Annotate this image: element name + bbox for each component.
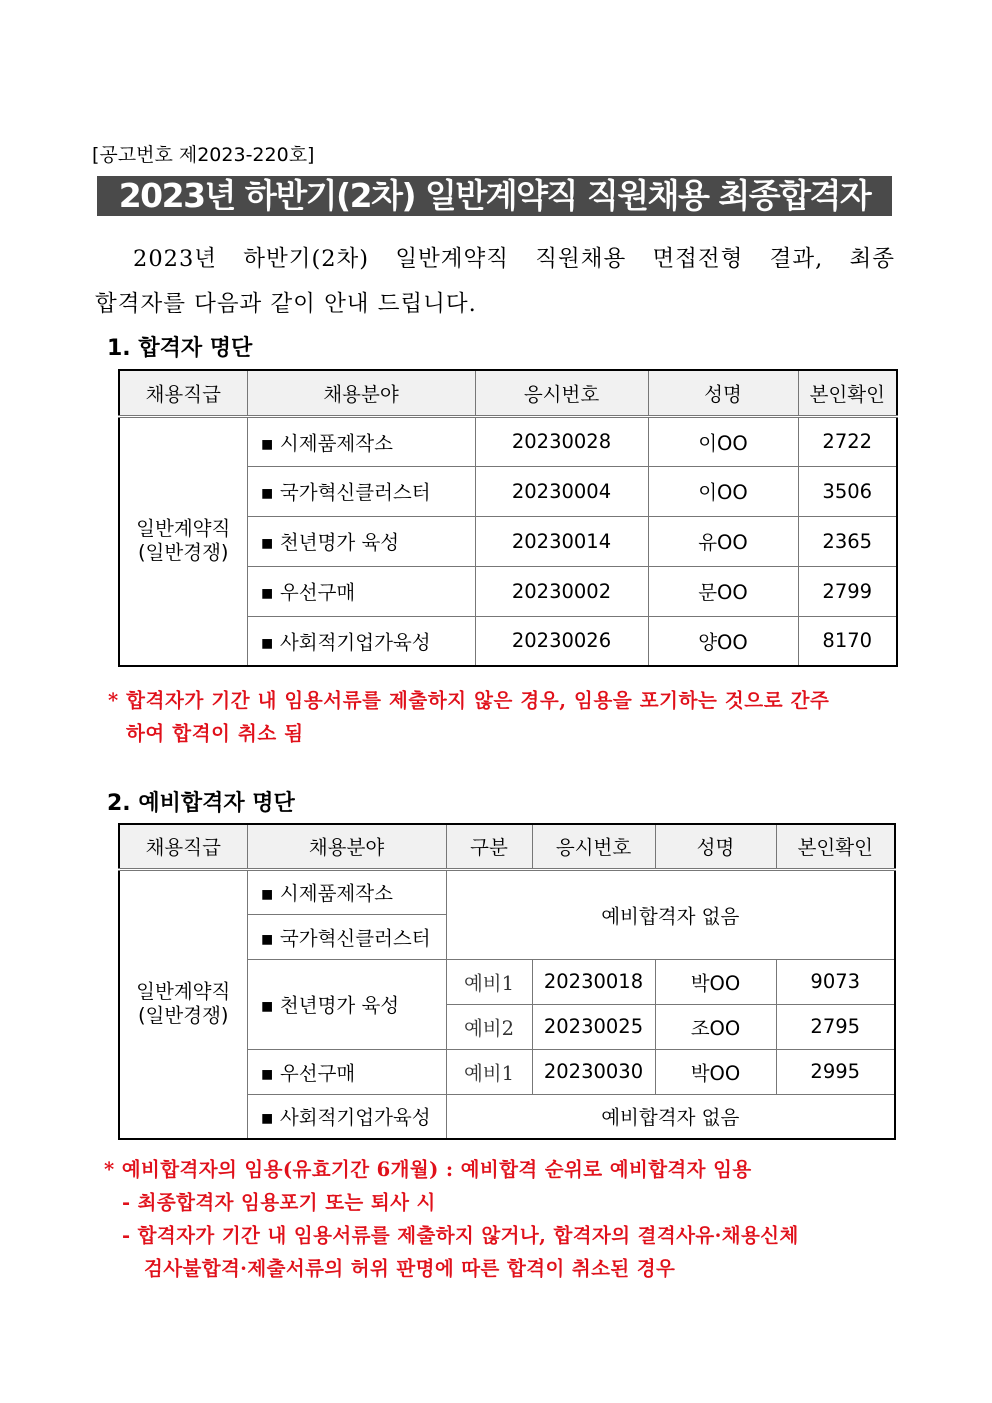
name-cell: 유OO — [648, 516, 798, 566]
field-cell: ▪ 우선구매 — [247, 1049, 446, 1094]
table-row — [119, 416, 897, 466]
category-line-2: (일반경쟁) — [137, 1004, 229, 1028]
field-cell: ▪ 국가혁신클러스터 — [247, 466, 475, 516]
section-1-note — [108, 684, 898, 750]
final-passers-table — [118, 369, 898, 667]
id-check-cell: 2995 — [776, 1049, 895, 1094]
name-cell: 문OO — [648, 566, 798, 616]
table-row — [119, 869, 895, 914]
reserve-passers-table — [118, 823, 896, 1140]
page-title: 2023년 하반기(2차) 일반계약직 직원채용 최종합격자 — [97, 176, 892, 216]
reserve-rank-cell: 예비1 — [446, 959, 532, 1004]
intro-line-2: 합격자를 다음과 같이 안내 드립니다. — [95, 291, 477, 317]
note-line-1: * 합격자가 기간 내 임용서류를 제출하지 않은 경우, 임용을 포기하는 것으로 간주 — [108, 689, 830, 712]
intro-line-1: 2023년 하반기(2차) 일반계약직 직원채용 면접전형 결과, 최종 — [133, 246, 895, 272]
header-exam-number: 응시번호 — [475, 370, 648, 416]
header-name: 성명 — [655, 824, 776, 869]
note-line-2: - 최종합격자 임용포기 또는 퇴사 시 — [122, 1191, 436, 1214]
id-check-cell: 3506 — [798, 466, 897, 516]
exam-number-cell: 20230004 — [475, 466, 648, 516]
note-line-2: 하여 합격이 취소 됨 — [126, 722, 304, 745]
id-check-cell: 8170 — [798, 616, 897, 666]
name-cell: 이OO — [648, 466, 798, 516]
header-id-check: 본인확인 — [798, 370, 897, 416]
section-1-title: 1. 합격자 명단 — [107, 336, 253, 361]
header-exam-number: 응시번호 — [532, 824, 655, 869]
id-check-cell: 2799 — [798, 566, 897, 616]
exam-number-cell: 20230025 — [532, 1004, 655, 1049]
header-id-check: 본인확인 — [776, 824, 895, 869]
name-cell: 이OO — [648, 416, 798, 466]
id-check-cell: 2365 — [798, 516, 897, 566]
exam-number-cell: 20230018 — [532, 959, 655, 1004]
field-cell: ▪ 사회적기업가육성 — [247, 616, 475, 666]
id-check-cell: 9073 — [776, 959, 895, 1004]
no-reserve-cell: 예비합격자 없음 — [446, 869, 895, 959]
category-cell — [119, 416, 247, 666]
field-cell: ▪ 국가혁신클러스터 — [247, 914, 446, 959]
header-field: 채용분야 — [247, 824, 446, 869]
id-check-cell: 2722 — [798, 416, 897, 466]
category-cell — [119, 869, 247, 1139]
header-rank-level: 채용직급 — [119, 370, 247, 416]
field-cell: ▪ 사회적기업가육성 — [247, 1094, 446, 1139]
field-cell: ▪ 천년명가 육성 — [247, 959, 446, 1049]
note-line-1: * 예비합격자의 임용(유효기간 6개월) : 예비합격 순위로 예비합격자 임용 — [104, 1158, 752, 1181]
note-line-3: - 합격자가 기간 내 임용서류를 제출하지 않거나, 합격자의 결격사유·채용신체 — [122, 1224, 799, 1247]
exam-number-cell: 20230030 — [532, 1049, 655, 1094]
reserve-rank-cell: 예비1 — [446, 1049, 532, 1094]
field-cell: ▪ 천년명가 육성 — [247, 516, 475, 566]
name-cell: 양OO — [648, 616, 798, 666]
field-cell: ▪ 시제품제작소 — [247, 416, 475, 466]
exam-number-cell: 20230014 — [475, 516, 648, 566]
no-reserve-cell: 예비합격자 없음 — [446, 1094, 895, 1139]
category-line-1: 일반계약직 — [136, 980, 231, 1004]
notice-number: [공고번호 제2023-220호] — [92, 144, 315, 166]
exam-number-cell: 20230002 — [475, 566, 648, 616]
name-cell: 박OO — [655, 959, 776, 1004]
name-cell: 조OO — [655, 1004, 776, 1049]
note-line-4: 검사불합격·제출서류의 허위 판명에 따른 합격이 취소된 경우 — [144, 1257, 676, 1280]
field-cell: ▪ 우선구매 — [247, 566, 475, 616]
reserve-rank-cell: 예비2 — [446, 1004, 532, 1049]
id-check-cell: 2795 — [776, 1004, 895, 1049]
section-2-title: 2. 예비합격자 명단 — [107, 791, 295, 816]
category-line-2: (일반경쟁) — [137, 541, 229, 565]
intro-paragraph — [95, 237, 895, 327]
header-rank-level: 채용직급 — [119, 824, 247, 869]
section-2-notes — [104, 1153, 894, 1285]
exam-number-cell: 20230026 — [475, 616, 648, 666]
name-cell: 박OO — [655, 1049, 776, 1094]
header-name: 성명 — [648, 370, 798, 416]
category-line-1: 일반계약직 — [136, 517, 231, 541]
header-field: 채용분야 — [247, 370, 475, 416]
field-cell: ▪ 시제품제작소 — [247, 869, 446, 914]
header-division: 구분 — [446, 824, 532, 869]
exam-number-cell: 20230028 — [475, 416, 648, 466]
